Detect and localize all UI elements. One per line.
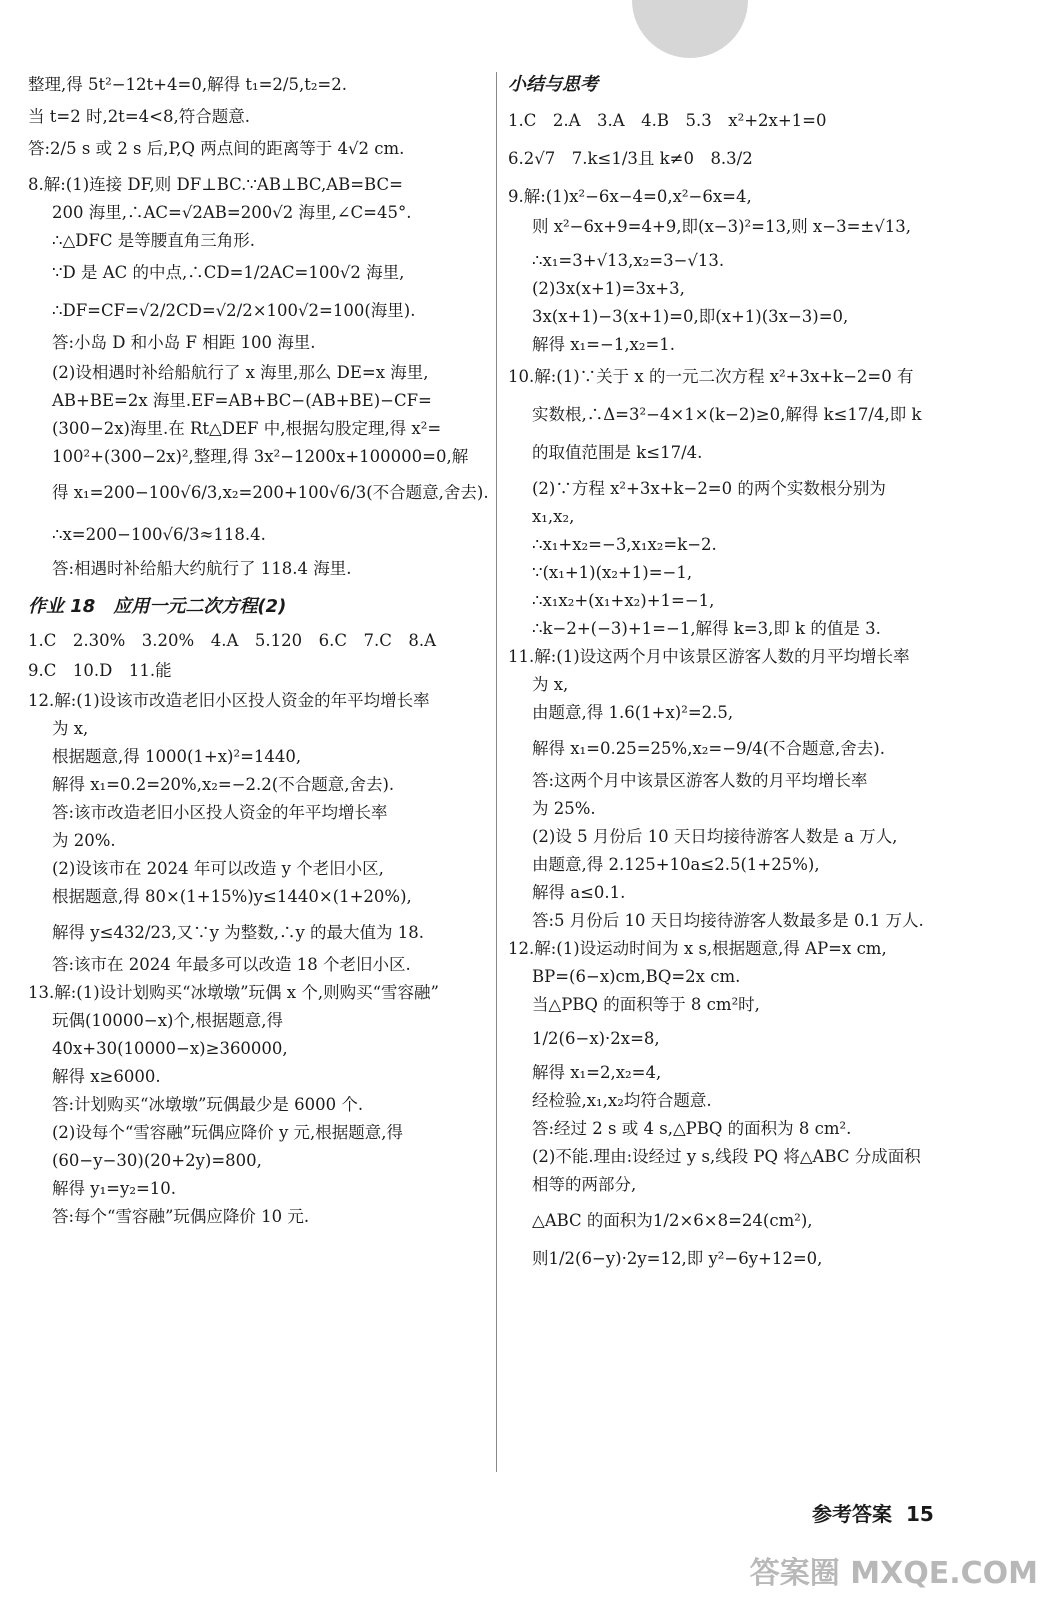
- text-line: 则1/2(6−y)·2y=12,即 y²−6y+12=0,: [532, 1249, 823, 1268]
- section-heading: 作业 18 应用一元二次方程(2): [28, 596, 287, 617]
- text-line: 得 x₁=200−100√6/3,x₂=200+100√6/3(不合题意,舍去).: [52, 483, 489, 502]
- text-line: 当 t=2 时,2t=4<8,符合题意.: [28, 107, 250, 126]
- text-line: 为 x,: [532, 675, 569, 694]
- text-line: ∴x₁=3+√13,x₂=3−√13.: [532, 251, 725, 270]
- text-line: 解得 a≤0.1.: [532, 883, 626, 902]
- text-line: 答:2/5 s 或 2 s 后,P,Q 两点间的距离等于 4√2 cm.: [28, 139, 405, 158]
- text-line: 答:经过 2 s 或 4 s,△PBQ 的面积为 8 cm².: [532, 1119, 852, 1138]
- text-line: ∴x₁x₂+(x₁+x₂)+1=−1,: [532, 591, 715, 610]
- page-footer: [812, 1498, 934, 1527]
- text-line: 11.解:(1)设这两个月中该景区游客人数的月平均增长率: [508, 647, 910, 666]
- right-column: [508, 74, 1018, 1270]
- text-line: (2)3x(x+1)=3x+3,: [532, 279, 685, 298]
- text-line: 答:5 月份后 10 天日均接待游客人数最多是 0.1 万人.: [532, 911, 924, 930]
- text-line: (2)设该市在 2024 年可以改造 y 个老旧小区,: [52, 859, 384, 878]
- text-line: 6.2√7 7.k≤1/3且 k≠0 8.3/2: [508, 149, 753, 168]
- text-line: 答:该市改造老旧小区投人资金的年平均增长率: [52, 803, 388, 822]
- text-line: (300−2x)海里.在 Rt△DEF 中,根据勾股定理,得 x²=: [52, 419, 442, 438]
- text-line: BP=(6−x)cm,BQ=2x cm.: [532, 967, 741, 986]
- text-line: 解得 x₁=0.2=20%,x₂=−2.2(不合题意,舍去).: [52, 775, 395, 794]
- text-line: 1/2(6−x)·2x=8,: [532, 1029, 660, 1048]
- text-line: ∵D 是 AC 的中点,∴CD=1/2AC=100√2 海里,: [52, 263, 405, 282]
- text-line: (2)设每个“雪容融”玩偶应降价 y 元,根据题意,得: [52, 1123, 404, 1142]
- text-line: 8.解:(1)连接 DF,则 DF⊥BC.∵AB⊥BC,AB=BC=: [28, 175, 403, 194]
- text-line: (60−y−30)(20+2y)=800,: [52, 1151, 262, 1170]
- text-line: 整理,得 5t²−12t+4=0,解得 t₁=2/5,t₂=2.: [28, 75, 348, 94]
- text-line: 1.C 2.30% 3.20% 4.A 5.120 6.C 7.C 8.A: [28, 631, 436, 650]
- watermark-logo: 答案圈 MXQE.COM: [749, 1556, 1038, 1591]
- text-line: 解得 x₁=−1,x₂=1.: [532, 335, 676, 354]
- text-line: 200 海里,∴AC=√2AB=200√2 海里,∠C=45°.: [52, 203, 412, 222]
- text-line: 解得 x≥6000.: [52, 1067, 161, 1086]
- text-line: 解得 x₁=2,x₂=4,: [532, 1063, 662, 1082]
- text-line: 解得 y≤432/23,又∵y 为整数,∴y 的最大值为 18.: [52, 923, 425, 942]
- text-line: 由题意,得 2.125+10a≤2.5(1+25%),: [532, 855, 820, 874]
- text-line: 解得 x₁=0.25=25%,x₂=−9/4(不合题意,舍去).: [532, 739, 885, 758]
- text-line: 答:该市在 2024 年最多可以改造 18 个老旧小区.: [52, 955, 411, 974]
- text-line: ∴DF=CF=√2/2CD=√2/2×100√2=100(海里).: [52, 301, 416, 320]
- text-line: AB+BE=2x 海里.EF=AB+BC−(AB+BE)−CF=: [52, 391, 432, 410]
- text-line: 9.解:(1)x²−6x−4=0,x²−6x=4,: [508, 187, 752, 206]
- text-line: 答:相遇时补给船大约航行了 118.4 海里.: [52, 559, 352, 578]
- text-line: (2)不能.理由:设经过 y s,线段 PQ 将△ABC 分成面积: [532, 1147, 921, 1166]
- text-line: ∴△DFC 是等腰直角三角形.: [52, 231, 255, 250]
- text-line: (2)设 5 月份后 10 天日均接待游客人数是 a 万人,: [532, 827, 898, 846]
- text-line: 答:计划购买“冰墩墩”玩偶最少是 6000 个.: [52, 1095, 364, 1114]
- text-line: 10.解:(1)∵关于 x 的一元二次方程 x²+3x+k−2=0 有: [508, 367, 914, 386]
- text-line: (2)∵方程 x²+3x+k−2=0 的两个实数根分别为: [532, 479, 886, 498]
- text-line: (2)设相遇时补给船航行了 x 海里,那么 DE=x 海里,: [52, 363, 429, 382]
- footer-label: 参考答案: [812, 1502, 892, 1526]
- text-line: 根据题意,得 1000(1+x)²=1440,: [52, 747, 302, 766]
- text-line: 解得 y₁=y₂=10.: [52, 1179, 177, 1198]
- text-line: 13.解:(1)设计划购买“冰墩墩”玩偶 x 个,则购买“雪容融”: [28, 983, 439, 1002]
- left-column: [28, 74, 490, 1228]
- text-line: 当△PBQ 的面积等于 8 cm²时,: [532, 995, 760, 1014]
- text-line: 100²+(300−2x)²,整理,得 3x²−1200x+100000=0,解: [52, 447, 469, 466]
- text-line: ∴x₁+x₂=−3,x₁x₂=k−2.: [532, 535, 717, 554]
- text-line: 为 x,: [52, 719, 89, 738]
- page-number: 15: [906, 1502, 934, 1526]
- text-line: 3x(x+1)−3(x+1)=0,即(x+1)(3x−3)=0,: [532, 307, 849, 326]
- text-line: 经检验,x₁,x₂均符合题意.: [532, 1091, 712, 1110]
- text-line: 40x+30(10000−x)≥360000,: [52, 1039, 288, 1058]
- text-line: 玩偶(10000−x)个,根据题意,得: [52, 1011, 283, 1030]
- text-line: 12.解:(1)设运动时间为 x s,根据题意,得 AP=x cm,: [508, 939, 887, 958]
- text-line: ∴k−2+(−3)+1=−1,解得 k=3,即 k 的值是 3.: [532, 619, 881, 638]
- text-line: 1.C 2.A 3.A 4.B 5.3 x²+2x+1=0: [508, 111, 827, 130]
- text-line: △ABC 的面积为1/2×6×8=24(cm²),: [532, 1211, 813, 1230]
- text-line: 实数根,∴Δ=3²−4×1×(k−2)≥0,解得 k≤17/4,即 k: [532, 405, 922, 424]
- text-line: 根据题意,得 80×(1+15%)y≤1440×(1+20%),: [52, 887, 412, 906]
- text-line: x₁,x₂,: [532, 507, 575, 526]
- text-line: 答:每个“雪容融”玩偶应降价 10 元.: [52, 1207, 310, 1226]
- text-line: 由题意,得 1.6(1+x)²=2.5,: [532, 703, 734, 722]
- section-heading: 小结与思考: [508, 74, 598, 95]
- text-line: 的取值范围是 k≤17/4.: [532, 443, 703, 462]
- text-line: 12.解:(1)设该市改造老旧小区投人资金的年平均增长率: [28, 691, 430, 710]
- text-line: 为 20%.: [52, 831, 116, 850]
- text-line: 答:小岛 D 和小岛 F 相距 100 海里.: [52, 333, 316, 352]
- text-line: 相等的两部分,: [532, 1175, 637, 1194]
- text-line: ∵(x₁+1)(x₂+1)=−1,: [532, 563, 693, 582]
- column-divider: [496, 72, 497, 1472]
- text-line: 为 25%.: [532, 799, 596, 818]
- text-line: 则 x²−6x+9=4+9,即(x−3)²=13,则 x−3=±√13,: [532, 217, 911, 236]
- text-line: ∴x=200−100√6/3≈118.4.: [52, 525, 266, 544]
- text-line: 答:这两个月中该景区游客人数的月平均增长率: [532, 771, 868, 790]
- text-line: 9.C 10.D 11.能: [28, 661, 172, 680]
- top-ornament: [632, 0, 748, 58]
